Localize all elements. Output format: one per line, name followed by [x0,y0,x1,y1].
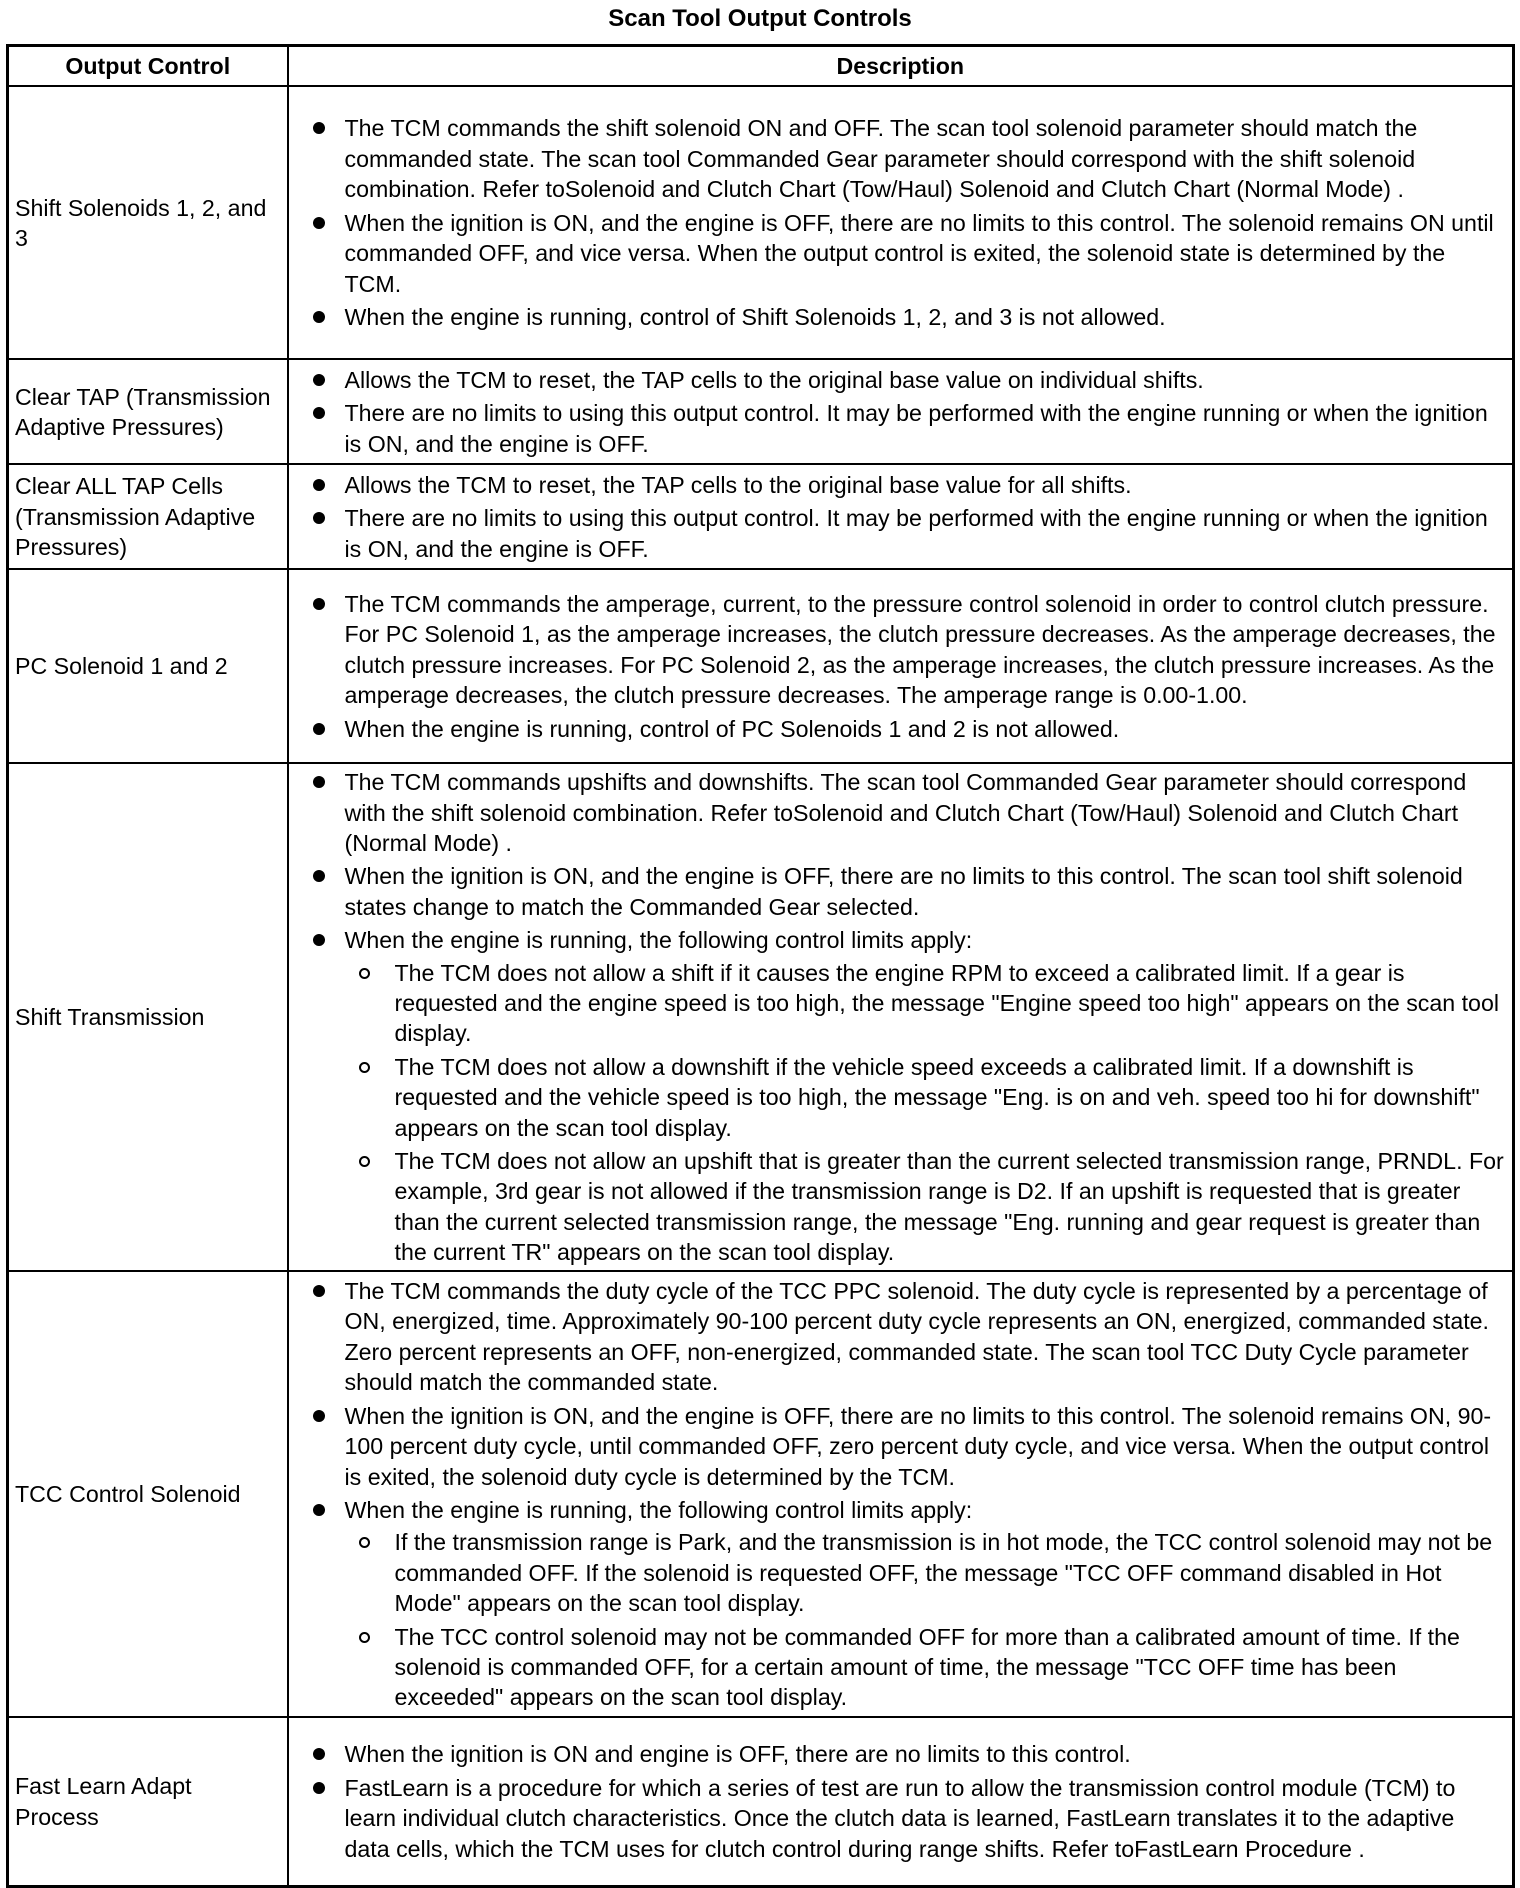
column-header-description: Description [288,46,1514,87]
sub-bullet-item: If the transmission range is Park, and the transmission is in hot mode, the TCC control solenoid may not be commanded OFF. If the solenoid is requested OFF, the message "TCC OFF command disabled in Hot Mode" appears on the scan tool display. [345,1527,1505,1618]
bullet-item [289,925,1505,1267]
table-row [8,359,1514,464]
description-cell [288,763,1514,1271]
bullet-list [289,113,1505,332]
bullet-item: Allows the TCM to reset, the TAP cells to the original base value for all shifts. [289,470,1505,500]
bullet-list [289,1739,1505,1864]
sub-bullet-item: The TCM does not allow a downshift if the vehicle speed exceeds a calibrated limit. If a downshift is requested and the vehicle speed is too high, the message "Eng. is on and veh. speed too hi for downshift" appears on the scan tool display. [345,1052,1505,1143]
output-control-name: Clear ALL TAP Cells (Transmission Adaptive Pressures) [8,464,288,569]
bullet-item: When the ignition is ON, and the engine is OFF, there are no limits to this control. The scan tool shift solenoid states change to match the Commanded Gear selected. [289,861,1505,922]
sub-bullet-item: The TCC control solenoid may not be commanded OFF for more than a calibrated amount of time. If the solenoid is commanded OFF, for a certain amount of time, the message "TCC OFF time has been exceeded" appears on the scan tool display. [345,1622,1505,1713]
output-control-name: PC Solenoid 1 and 2 [8,569,288,763]
output-control-name: Fast Learn Adapt Process [8,1717,288,1886]
bullet-item: Allows the TCM to reset, the TAP cells to the original base value on individual shifts. [289,365,1505,395]
description-cell [288,1717,1514,1886]
output-controls-table [6,44,1515,1888]
bullet-item: When the ignition is ON, and the engine is OFF, there are no limits to this control. The solenoid remains ON, 90-100 percent duty cycle, until commanded OFF, zero percent duty cycle, and vice versa. When the output control is exited, the solenoid duty cycle is determined by the TCM. [289,1401,1505,1492]
table-header-row [8,46,1514,87]
bullet-list [289,589,1505,744]
bullet-item [289,1495,1505,1713]
description-cell [288,1271,1514,1717]
bullet-item: When the ignition is ON and engine is OFF, there are no limits to this control. [289,1739,1505,1769]
sub-bullet-list [345,958,1505,1268]
bullet-text: When the engine is running, the following control limits apply: [344,927,973,954]
document-title: Scan Tool Output Controls [608,5,912,32]
table-row [8,569,1514,763]
bullet-item: When the engine is running, control of Shift Solenoids 1, 2, and 3 is not allowed. [289,302,1505,332]
column-header-output-control: Output Control [8,46,288,87]
sub-bullet-item: The TCM does not allow an upshift that is greater than the current selected transmission range, PRNDL. For example, 3rd gear is not allowed if the transmission range is D2. If an upshift is requested that is greater than the current selected transmission range, the message "Eng. running and gear request is greater than the current TR" appears on the scan tool display. [345,1146,1505,1268]
bullet-item: The TCM commands upshifts and downshifts. The scan tool Commanded Gear parameter should correspond with the shift solenoid combination. Refer toSolenoid and Clutch Chart (Tow/Haul) Solenoid and Clutch Chart (Normal Mode) . [289,767,1505,858]
description-cell [288,464,1514,569]
table-row [8,86,1514,359]
bullet-item: When the ignition is ON, and the engine is OFF, there are no limits to this control. The solenoid remains ON until commanded OFF, and vice versa. When the output control is exited, the solenoid state is determined by the TCM. [289,208,1505,299]
bullet-item: The TCM commands the shift solenoid ON and OFF. The scan tool solenoid parameter should match the commanded state. The scan tool Commanded Gear parameter should correspond with the shift solenoid combination. Refer toSolenoid and Clutch Chart (Tow/Haul) Solenoid and Clutch Chart (Normal Mode) . [289,113,1505,204]
bullet-list [289,1276,1505,1713]
bullet-item: FastLearn is a procedure for which a series of test are run to allow the transmission control module (TCM) to learn individual clutch characteristics. Once the clutch data is learned, FastLearn translates it to the adaptive data cells, which the TCM uses for clutch control during range shifts. Refer toFastLearn Procedure . [289,1773,1505,1864]
sub-bullet-item: The TCM does not allow a shift if it causes the engine RPM to exceed a calibrated limit. If a gear is requested and the engine speed is too high, the message "Engine speed too high" appears on the scan tool display. [345,958,1505,1049]
bullet-item: When the engine is running, control of PC Solenoids 1 and 2 is not allowed. [289,714,1505,744]
output-control-name: Shift Solenoids 1, 2, and 3 [8,86,288,359]
output-control-name: Shift Transmission [8,763,288,1271]
description-cell [288,359,1514,464]
output-control-name: TCC Control Solenoid [8,1271,288,1717]
table-row [8,464,1514,569]
description-cell [288,569,1514,763]
bullet-item: There are no limits to using this output control. It may be performed with the engine running or when the ignition is ON, and the engine is OFF. [289,503,1505,564]
bullet-item: The TCM commands the amperage, current, to the pressure control solenoid in order to control clutch pressure. For PC Solenoid 1, as the amperage increases, the clutch pressure decreases. As the amperage decreases, the clutch pressure increases. For PC Solenoid 2, as the amperage increases, the clutch pressure increases. As the amperage decreases, the clutch pressure decreases. The amperage range is 0.00-1.00. [289,589,1505,711]
bullet-item: The TCM commands the duty cycle of the TCC PPC solenoid. The duty cycle is represented by a percentage of ON, energized, time. Approximately 90-100 percent duty cycle represents an ON, energized, commanded state. Zero percent represents an OFF, non-energized, commanded state. The scan tool TCC Duty Cycle parameter should match the commanded state. [289,1276,1505,1398]
sub-bullet-list [345,1527,1505,1712]
table-row [8,1271,1514,1717]
bullet-list [289,767,1505,1268]
bullet-item: There are no limits to using this output control. It may be performed with the engine running or when the ignition is ON, and the engine is OFF. [289,398,1505,459]
bullet-list [289,365,1505,459]
bullet-list [289,470,1505,564]
bullet-text: When the engine is running, the following control limits apply: [344,1496,973,1523]
description-cell [288,86,1514,359]
output-control-name: Clear TAP (Transmission Adaptive Pressures) [8,359,288,464]
table-row [8,763,1514,1271]
table-row [8,1717,1514,1886]
